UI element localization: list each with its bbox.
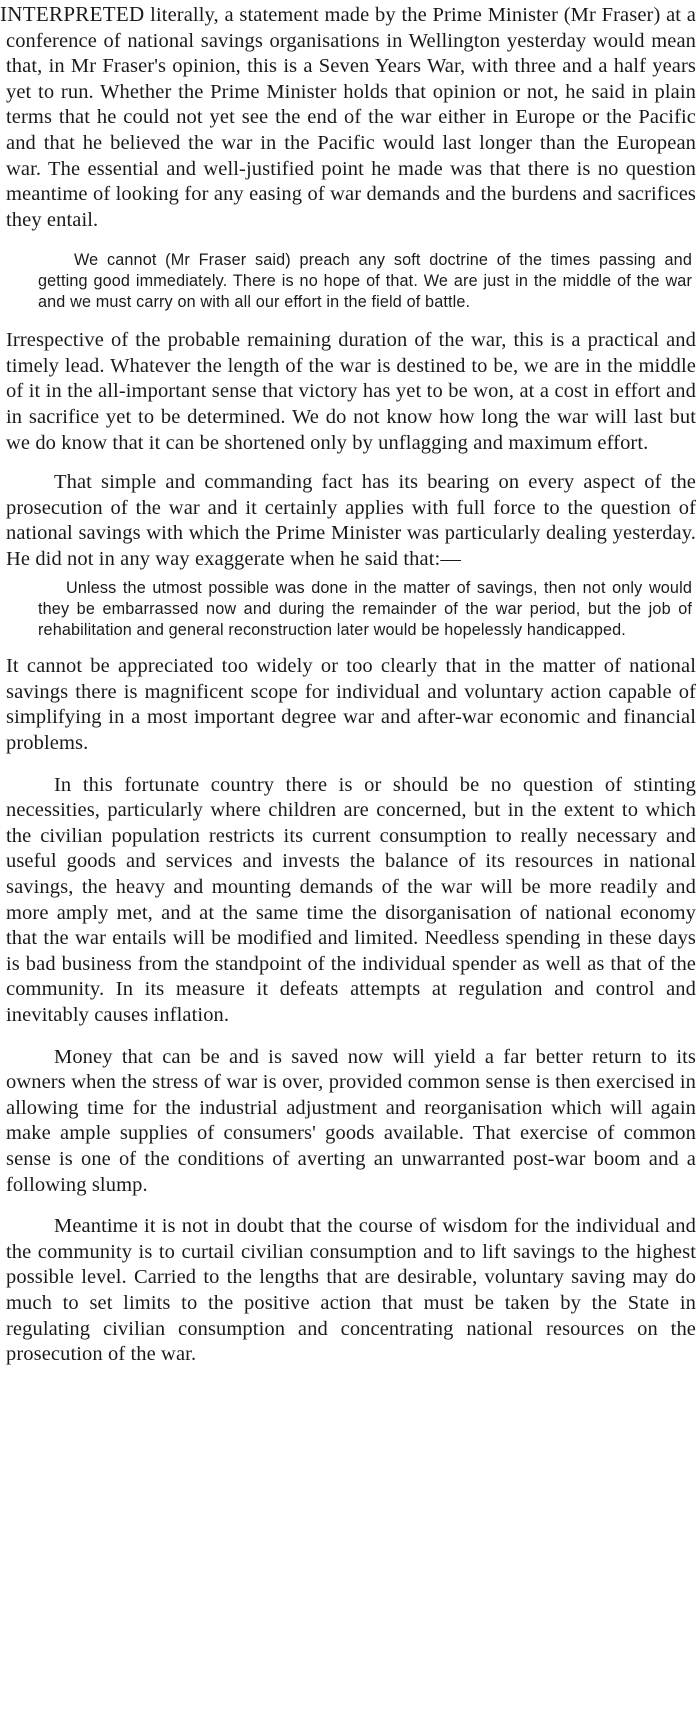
quotation-block-1: We cannot (Mr Fraser said) preach any soft doctrine of the times passing and getting good immediately. There is no hope of that. We are just in the middle of the war and we must carry on with all our effort in the field of battle.	[38, 251, 692, 311]
article-paragraph-1	[0, 2, 696, 233]
article-paragraph-6: Money that can be and is saved now will yield a far better return to its owners when the stress of war is over, provided common sense is then exercised in allowing time for the industrial adjustment and reorganisation which will again make ample supplies of consumers' goods available. That exercise of common sense is one of the conditions of averting an unwarranted post-war boom and a following slump.	[6, 1045, 696, 1196]
article-paragraph-2: Irrespective of the probable remaining duration of the war, this is a practical and timely lead. Whatever the length of the war is destined to be, we are in the middle of it in the all-important sense that victory has yet to be won, at a cost in effort and in sacrifice yet to be determined. We do not know how long the war will last but we do know that it can be shortened only by unflagging and maximum effort.	[6, 329, 696, 454]
article-paragraph-3: That simple and commanding fact has its bearing on every aspect of the prosecution of the war and it certainly applies with full force to the question of national savings with which the Prime Minister was particularly dealing yesterday. He did not in any way exaggerate when he said that:—	[6, 471, 696, 570]
quotation-block-2: Unless the utmost possible was done in the matter of savings, then not only would they be embarrassed now and during the remainder of the war period, but the job of rehabilitation and general reconstruction later would be hopelessly handicapped.	[38, 579, 692, 639]
article-paragraph-4: It cannot be appreciated too widely or too clearly that in the matter of national savings there is magnificent scope for individual and voluntary action capable of simplifying in a most important degree war and after-war economic and financial problems.	[6, 655, 696, 755]
article-paragraph-5: In this fortunate country there is or should be no question of stinting necessities, particularly where children are concerned, but in the extent to which the civilian population restricts its current consumption to really necessary and useful goods and services and invests the balance of its resources in national savings, the heavy and mounting demands of the war will be more readily and more amply met, and at the same time the disorganisation of national economy that the war entails will be modified and limited. Needless spending in these days is bad business from the standpoint of the individual spender as well as that of the community. In its measure it defeats attempts at regulation and control and inevitably causes inflation.	[6, 773, 696, 1026]
lead-word: INTERPRETED	[0, 2, 145, 26]
article-paragraph-7: Meantime it is not in doubt that the course of wisdom for the individual and the community is to curtail civilian consumption and to lift savings to the highest possible level. Carried to the lengths that are desirable, voluntary saving may do much to set limits to the positive action that must be taken by the State in regulating civilian consumption and concentrating national resources on the prosecution of the war.	[6, 1215, 696, 1366]
article-paragraph-1-text: literally, a statement made by the Prime Minister (Mr Fraser) at a conference of national savings organisations in Wellington yesterday would mean that, in Mr Fraser's opinion, this is a Seven Years War, with three and a half years yet to run. Whether the Prime Minister holds that opinion or not, he said in plain terms that he could not yet see the end of the war either in Europe or the Pacific and that he believed the war in the Pacific would last longer than the European war. The essential and well-justified point he made was that there is no question meantime of looking for any easing of war demands and the burdens and sacrifices they entail.	[6, 4, 696, 231]
